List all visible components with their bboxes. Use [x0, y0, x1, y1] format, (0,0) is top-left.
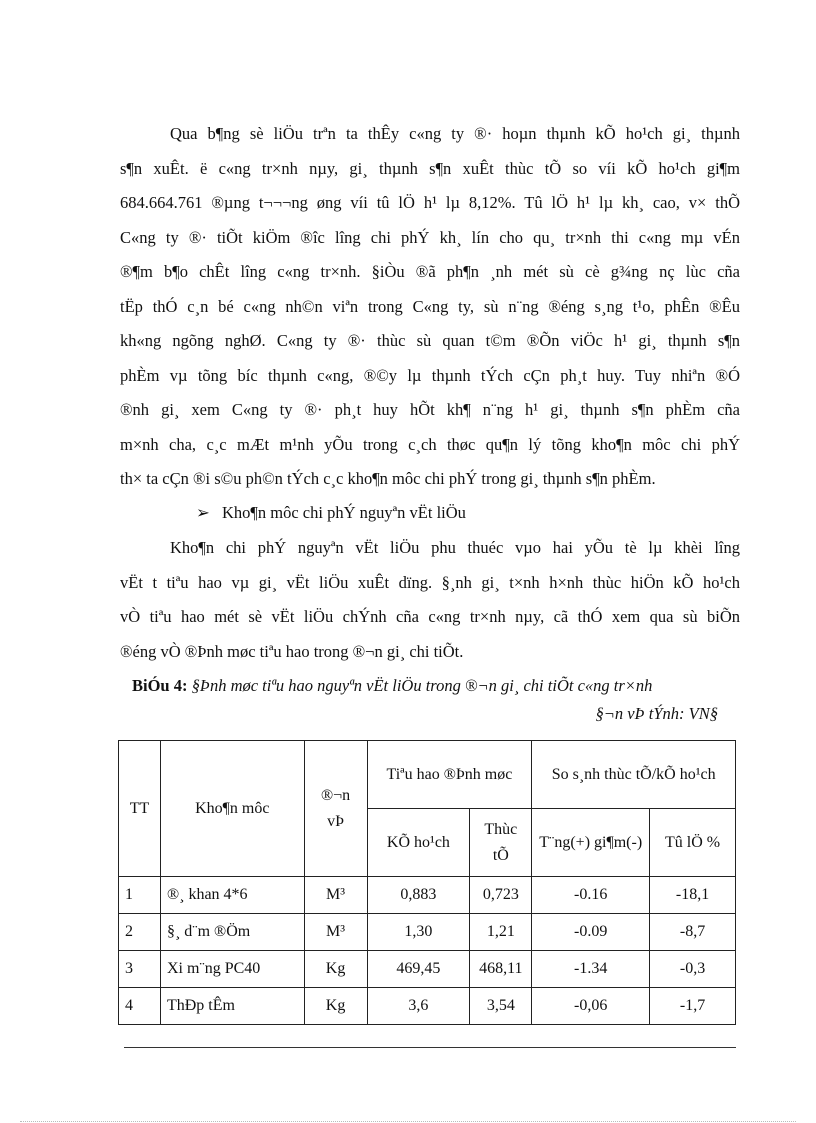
table-caption	[120, 672, 740, 728]
cell-unit: M³	[304, 877, 367, 914]
cell-unit: Kg	[304, 988, 367, 1025]
table-row	[119, 988, 736, 1025]
cell-rate: -18,1	[650, 877, 736, 914]
cell-tt: 2	[119, 914, 161, 951]
cell-diff: -0.09	[532, 914, 650, 951]
text-line: C«ng ty ®· tiÕt kiÖm ®îc lîng chi phÝ kh¸ lín cho qu¸ tr×nh thi c«ng mµ vÉn	[120, 227, 740, 247]
table-row	[119, 877, 736, 914]
paragraph-material-cost	[120, 531, 740, 669]
cell-diff: -1.34	[532, 951, 650, 988]
text-line: kh«ng ngõng nghØ. C«ng ty ®· thùc sù quan t©m ®Õn viÖc h¹ gi¸ thµnh s¶n	[120, 331, 740, 350]
table-row	[119, 951, 736, 988]
cell-item: §¸ d¨m ®Öm	[160, 914, 304, 951]
header-compare-group: So s¸nh thùc tÕ/kÕ ho¹ch	[532, 741, 736, 809]
text-line: phÈm vµ tõng bíc thµnh c«ng, ®©y lµ thµnh tÝch cÇn ph¸t huy. Tuy nhiªn ®Ó	[120, 365, 740, 385]
text-line: Kho¶n chi phÝ nguyªn vËt liÖu phu thuéc vµo hai yÕu tè lµ khèi lîng	[170, 538, 740, 557]
header-actual: Thùc tÕ	[470, 809, 532, 877]
text-line: vÒ tiªu hao mét sè vËt liÖu chÝnh cña c«ng tr×nh nµy, cã thÓ xem qua sù biÕn	[120, 607, 740, 626]
table-row	[119, 914, 736, 951]
cell-actual: 468,11	[470, 951, 532, 988]
text-line: s¶n xuÊt. ë c«ng tr×nh nµy, gi¸ thµnh s¶n xuÊt thùc tÕ so víi kÕ ho¹ch gi¶m	[120, 158, 740, 178]
header-rate: Tû lÖ %	[650, 809, 736, 877]
material-norm-table	[118, 740, 736, 1025]
caption-title: §Þnh møc tiªu hao nguyªn vËt liÖu trong ®¬n gi¸ chi tiÕt c«ng tr×nh	[187, 676, 653, 695]
cell-item: Xi m¨ng PC40	[160, 951, 304, 988]
cell-item: ThÐp tÊm	[160, 988, 304, 1025]
header-norm-group: Tiªu hao ®Þnh møc	[367, 741, 532, 809]
cell-plan: 3,6	[367, 988, 470, 1025]
header-tt: TT	[119, 741, 161, 877]
cell-unit: Kg	[304, 951, 367, 988]
section-bullet	[196, 498, 466, 528]
cell-diff: -0,06	[532, 988, 650, 1025]
cell-item: ®¸ khan 4*6	[160, 877, 304, 914]
cell-unit: M³	[304, 914, 367, 951]
cell-plan: 1,30	[367, 914, 470, 951]
cell-rate: -8,7	[650, 914, 736, 951]
cell-rate: -1,7	[650, 988, 736, 1025]
section-heading: Kho¶n môc chi phÝ nguyªn vËt liÖu	[222, 503, 466, 522]
caption-unit: §¬n vÞ tÝnh: VN§	[595, 704, 718, 723]
cell-diff: -0.16	[532, 877, 650, 914]
arrow-bullet-icon: ➢	[196, 503, 210, 522]
header-item: Kho¶n môc	[160, 741, 304, 877]
cell-actual: 3,54	[470, 988, 532, 1025]
text-line: ®nh gi¸ xem C«ng ty ®· ph¸t huy hÕt kh¶ n¨ng h¹ gi¸ thµnh s¶n phÈm cña	[120, 400, 740, 419]
cell-rate: -0,3	[650, 951, 736, 988]
cell-tt: 4	[119, 988, 161, 1025]
caption-title-line	[120, 672, 740, 700]
header-diff: T¨ng(+) gi¶m(-)	[532, 809, 650, 877]
caption-label: BiÓu 4:	[132, 676, 188, 695]
text-line: m×nh cha, c¸c mÆt m¹nh yÕu trong c¸ch thøc qu¶n lý tõng kho¶n môc chi phÝ	[120, 434, 740, 454]
cell-plan: 469,45	[367, 951, 470, 988]
cell-tt: 3	[119, 951, 161, 988]
cell-actual: 1,21	[470, 914, 532, 951]
page-edge-dotted-line	[20, 1121, 796, 1122]
paragraph-cost-analysis	[120, 117, 740, 497]
text-line: th× ta cÇn ®i s©u ph©n tÝch c¸c kho¶n môc chi phÝ trong gi¸ thµnh s¶n phÈm.	[120, 469, 656, 488]
text-line: 684.664.761 ®µng t¬¬¬ng øng víi tû lÖ h¹ lµ 8,12%. Tû lÖ h¹ lµ kh¸ cao, v× thÕ	[120, 193, 740, 212]
footer-divider	[124, 1047, 736, 1048]
cell-actual: 0,723	[470, 877, 532, 914]
text-line: Qua b¶ng sè liÖu trªn ta thÊy c«ng ty ®· hoµn thµnh kÕ ho¹ch gi¸ thµnh	[170, 124, 740, 143]
text-line: tËp thÓ c¸n bé c«ng nh©n viªn trong C«ng ty, sù n¨ng ®éng s¸ng t¹o, phÊn ®Êu	[120, 296, 740, 316]
text-line: ®¶m b¶o chÊt lîng c«ng tr×nh. §iÒu ®ã ph¶n ¸nh mét sù cè g¾ng nç lùc cña	[120, 262, 740, 281]
text-line: vËt t tiªu hao vµ gi¸ vËt liÖu xuÊt dïng. §¸nh gi¸ t×nh h×nh thùc hiÖn kÕ ho¹ch	[120, 572, 740, 592]
header-plan: KÕ ho¹ch	[367, 809, 470, 877]
header-unit: ®¬n vÞ	[304, 741, 367, 877]
cell-plan: 0,883	[367, 877, 470, 914]
text-line: ®éng vÒ ®Þnh møc tiªu hao trong ®¬n gi¸ chi tiÕt.	[120, 641, 464, 661]
cell-tt: 1	[119, 877, 161, 914]
